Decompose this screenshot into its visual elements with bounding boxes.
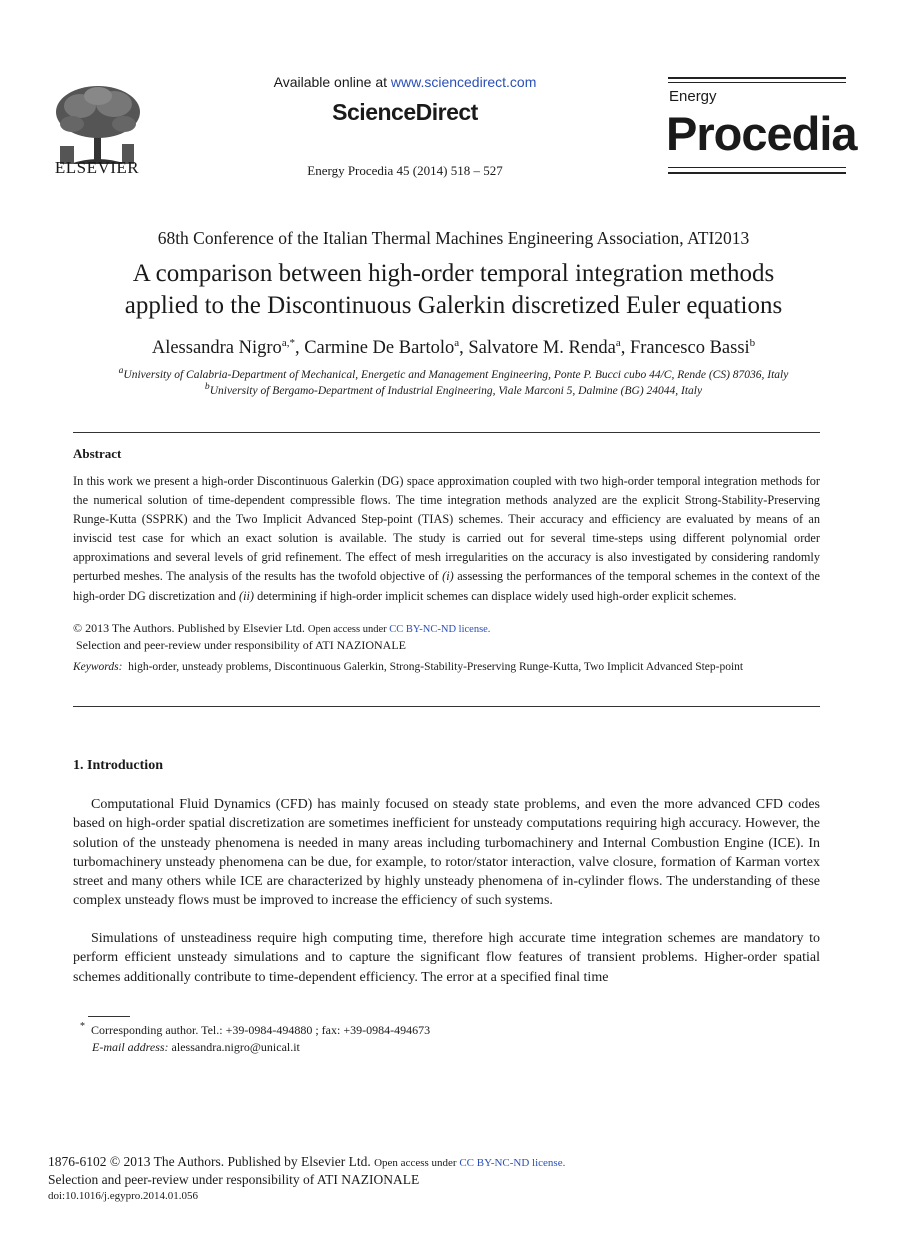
copyright-text: © 2013 The Authors. Published by Elsevier Ltd. (73, 621, 305, 635)
open-access-text: Open access under (374, 1157, 460, 1169)
abstract-text: assessing the performances of the temporal schemes in the context of the high-order DG discretization and (73, 569, 820, 603)
paper-title-line: applied to the Discontinuous Galerkin discretized Euler equations (124, 292, 783, 319)
author-name: Francesco Bassi (629, 338, 750, 358)
journal-logo-rule (668, 82, 846, 83)
elsevier-wordmark: ELSEVIER (54, 158, 140, 177)
corresponding-author: Corresponding author. Tel.: +39-0984-494880 ; fax: +39-0984-494673 (91, 1023, 431, 1037)
affiliation-mark: a (118, 365, 124, 377)
section-divider (73, 432, 820, 433)
author-name: Carmine De Bartolo (304, 338, 455, 358)
journal-logo-rule (668, 172, 846, 174)
author-affiliation-mark: b (749, 336, 756, 349)
affiliation-text: University of Calabria-Department of Mechanical, Energetic and Management Engineering, Ponte P. Bucci cubo 44/C, Rende (CS) 87036, Italy (123, 369, 789, 381)
author-affiliation-mark: a (454, 336, 460, 349)
affiliation (0, 365, 907, 381)
footnote-rule (88, 1016, 130, 1017)
paragraph-text: Simulations of unsteadiness require high computing time, therefore high accurate time integration schemes are mandatory to perform efficient unsteady simulations and to capture the significant flow features of transient problems. Higher-order spatial schemes additionally contribute to time-dependent efficiency. The error at a specified final time (73, 931, 820, 985)
keywords-label: Keywords: (73, 661, 123, 673)
author-list (0, 338, 907, 359)
sciencedirect-brand: ScienceDirect (332, 99, 478, 125)
paper-title-line: A comparison between high-order temporal integration methods (132, 260, 775, 287)
author-affiliation-mark: a,* (281, 336, 295, 349)
journal-logo-procedia: Procedia (666, 107, 857, 160)
conference-name: 68th Conference of the Italian Thermal Machines Engineering Association, ATI2013 (157, 228, 750, 248)
paragraph-text: Computational Fluid Dynamics (CFD) has mainly focused on steady state problems, and even the more advanced CFD codes based on high-order spatial discretization are sometimes inefficient for unsteady computations requiring high accuracy. However, the solution of the unsteady phenomena is needed in many areas including turbomachinery and Internal Combustion Engine (ICE). In turbomachinery unsteady phenomena can be due, for example, to rotor/stator interaction, valve closure, formation of Karman vortex street and many others while ICE are characterized by highly unsteady phenomena of in-cylinder flows. The understanding of these complex unsteady flows must be improved to increase the efficiency of such systems. (73, 797, 820, 909)
peer-review-statement: Selection and peer-review under responsibility of ATI NAZIONALE (76, 638, 406, 652)
email-address: alessandra.nigro@unical.it (171, 1040, 300, 1054)
footnote (80, 1022, 430, 1056)
author-affiliation-mark: a (615, 336, 621, 349)
license-link[interactable]: CC BY-NC-ND license. (459, 1157, 566, 1169)
author-name: Salvatore M. Renda (468, 338, 616, 358)
author-name: Alessandra Nigro (151, 338, 282, 358)
email-label: E-mail address: (92, 1040, 169, 1054)
sciencedirect-link[interactable]: www.sciencedirect.com (390, 74, 537, 90)
abstract-text: determining if high-order implicit schemes can displace widely used high-order explicit schemes. (254, 588, 737, 603)
available-online-line (240, 74, 570, 90)
body-paragraph (73, 795, 820, 911)
keywords-list: high-order, unsteady problems, Discontinuous Galerkin, Strong-Stability-Preserving Runge-Kutta, Two Implicit Advanced Step-point (128, 661, 744, 673)
keywords (73, 658, 820, 676)
footnote-mark: * (80, 1021, 85, 1032)
copyright-line (73, 621, 490, 636)
journal-logo-rule (668, 77, 846, 79)
section-heading: 1. Introduction (73, 758, 163, 773)
abstract-marker: (i) (442, 569, 454, 584)
affiliation-mark: b (204, 381, 210, 393)
author-separator: , (459, 338, 469, 358)
issn-copyright: 1876-6102 © 2013 The Authors. Published by Elsevier Ltd. (48, 1154, 371, 1169)
peer-review-statement: Selection and peer-review under responsibility of ATI NAZIONALE (48, 1171, 420, 1187)
abstract-body (73, 472, 820, 606)
body-paragraph (73, 929, 820, 987)
abstract-text: In this work we present a high-order Discontinuous Galerkin (DG) space approximation coupled with two high-order temporal integration methods for the numerical solution of time-dependent compressible flows. The time integration methods analyzed are the explicit Strong-Stability-Preserving Runge-Kutta (SSPRK) and the Two Implicit Advanced Step-point (TIAS) schemes. Their accuracy and efficiency are evaluated by means of an inviscid test case for which an exact solution is available. The study is carried out for several time-steps using different polynomial order approximations and several levels of grid refinement. The effect of mesh irregularities on the accuracy is also investigated by considering randomly perturbed meshes. The analysis of the results has the twofold objective of (73, 474, 820, 584)
available-prefix: Available online at (273, 74, 391, 90)
affiliation (0, 381, 907, 397)
doi[interactable]: doi:10.1016/j.egypro.2014.01.056 (48, 1190, 199, 1202)
journal-logo-rule (668, 167, 846, 168)
author-separator: , (294, 338, 305, 358)
license-link[interactable]: CC BY-NC-ND license. (389, 624, 491, 635)
journal-citation: Energy Procedia 45 (2014) 518 – 527 (307, 163, 503, 178)
author-separator: , (620, 338, 630, 358)
journal-logo-energy: Energy (669, 88, 717, 105)
open-access-text: Open access under (307, 624, 390, 635)
abstract-heading: Abstract (73, 446, 122, 461)
abstract-marker: (ii) (238, 588, 254, 603)
page-footer (48, 1154, 565, 1205)
affiliation-text: University of Bergamo-Department of Industrial Engineering, Viale Marconi 5, Dalmine (BG) 24044, Italy (209, 385, 703, 397)
section-divider (73, 706, 820, 707)
paper-title (40, 258, 867, 322)
